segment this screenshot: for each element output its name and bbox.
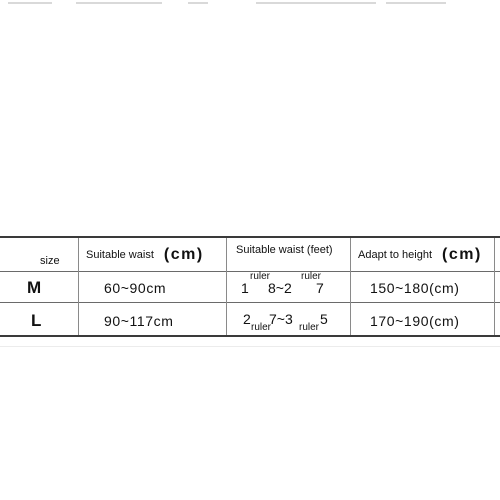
header-height-unit: (cm) bbox=[442, 246, 482, 263]
column-divider bbox=[494, 238, 495, 335]
top-edge-artifacts bbox=[0, 0, 500, 8]
ruler-subscript: ruler bbox=[251, 322, 272, 333]
table-top-border bbox=[0, 236, 500, 238]
row-divider bbox=[0, 302, 500, 303]
header-size-label: size bbox=[40, 255, 60, 267]
row-m-waist-cm bbox=[104, 279, 166, 297]
row-l-size bbox=[31, 311, 41, 331]
feet-part: 8~2 bbox=[268, 280, 292, 296]
row-m-size bbox=[27, 278, 41, 298]
height-value: 170~190(cm) bbox=[370, 313, 460, 329]
faint-divider bbox=[0, 346, 500, 347]
header-waist-feet-label: Suitable waist (feet) bbox=[236, 244, 333, 256]
waist-cm-value: 90~117cm bbox=[104, 313, 174, 329]
ruler-superscript: ruler bbox=[250, 271, 271, 282]
header-height bbox=[358, 242, 482, 268]
header-size bbox=[40, 253, 60, 269]
waist-cm-value: 60~90cm bbox=[104, 280, 167, 296]
size-chart-table bbox=[0, 236, 500, 337]
header-height-label: Adapt to height bbox=[358, 249, 433, 261]
row-m-height bbox=[370, 279, 459, 297]
table-bottom-border bbox=[0, 335, 500, 337]
ruler-superscript: ruler bbox=[301, 271, 322, 282]
feet-part: 7 bbox=[316, 280, 324, 296]
column-divider bbox=[350, 238, 351, 335]
row-l-waist-cm bbox=[104, 312, 174, 330]
feet-part: 7~3 bbox=[269, 311, 293, 327]
size-label: M bbox=[27, 278, 42, 297]
size-label: L bbox=[31, 311, 42, 330]
ruler-subscript: ruler bbox=[299, 322, 320, 333]
row-m-waist-feet bbox=[241, 271, 341, 299]
column-divider bbox=[78, 238, 79, 335]
header-waist-cm-unit: (cm) bbox=[163, 246, 204, 263]
row-l-height bbox=[370, 312, 459, 330]
column-divider bbox=[226, 238, 227, 335]
header-waist-cm bbox=[86, 242, 204, 268]
feet-part: 5 bbox=[320, 311, 328, 327]
height-value: 150~180(cm) bbox=[370, 280, 460, 296]
row-l-waist-feet bbox=[243, 310, 343, 332]
header-waist-cm-label: Suitable waist bbox=[86, 249, 154, 261]
feet-part: 2 bbox=[243, 311, 251, 327]
header-waist-feet bbox=[236, 242, 333, 258]
feet-part: 1 bbox=[241, 280, 249, 296]
